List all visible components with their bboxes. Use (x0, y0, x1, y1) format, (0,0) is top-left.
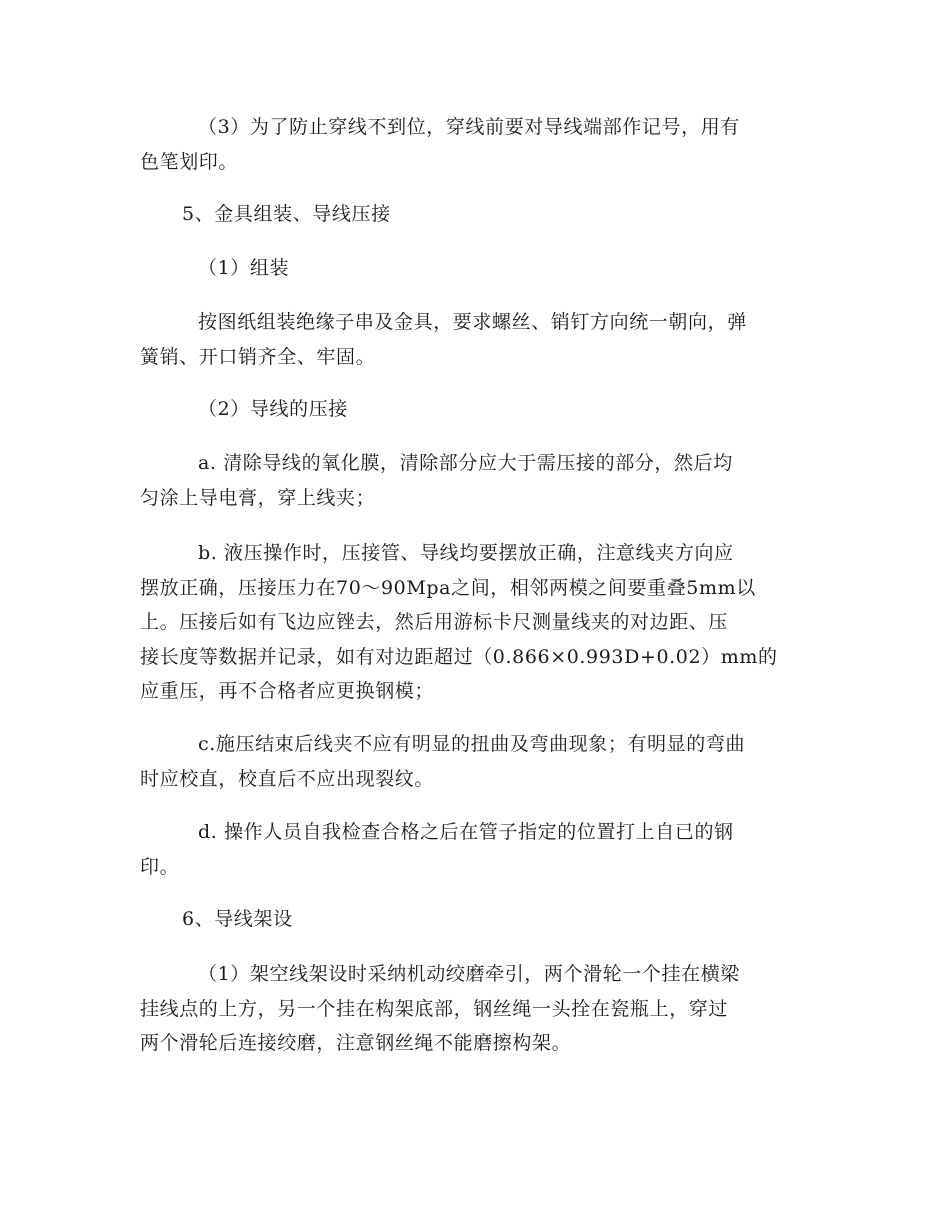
text-line: 上。压接后如有飞边应锉去，然后用游标卡尺测量线夹的对边距、压 (140, 611, 729, 633)
text-line: 簧销、开口销齐全、牢固。 (140, 345, 376, 368)
text-line: d. 操作人员自我检查合格之后在管子指定的位置打上自已的钢 (198, 821, 734, 843)
text-line: 接长度等数据并记录，如有对边距超过（0.866×0.993D+0.02）mm的 (140, 645, 778, 668)
text-line: （1）架空线架设时采纳机动绞磨牵引，两个滑轮一个挂在横梁 (198, 963, 740, 985)
subheading-assembly (140, 251, 808, 286)
subheading-compression (140, 392, 808, 427)
text-line: b. 液压操作时，压接管、导线均要摆放正确，注意线夹方向应 (198, 542, 734, 564)
paragraph-wire-marking (140, 110, 808, 179)
text-line: 印。 (140, 855, 180, 878)
text-line: 两个滑轮后连接绞磨，注意钢丝绳不能磨擦构架。 (140, 1032, 572, 1054)
paragraph-step-d (140, 815, 808, 884)
heading-text: （2）导线的压接 (198, 398, 348, 420)
paragraph-stringing (140, 957, 808, 1061)
text-line: 挂线点的上方，另一个挂在构架底部，钢丝绳一头拴在瓷瓶上，穿过 (140, 997, 729, 1020)
paragraph-step-b (140, 536, 808, 709)
text-line: 按图纸组装绝缘子串及金具，要求螺丝、销钉方向统一朝向，弹 (198, 311, 747, 333)
text-line: a. 清除导线的氧化膜，清除部分应大于需压接的部分，然后均 (198, 452, 733, 474)
heading-text: （1）组装 (198, 257, 290, 279)
text-line: 匀涂上导电膏，穿上线夹； (140, 486, 376, 509)
text-line: （3）为了防止穿线不到位，穿线前要对导线端部作记号，用有 (198, 116, 740, 138)
paragraph-step-a (140, 446, 808, 515)
text-line: 摆放正确，压接压力在70～90Mpa之间，相邻两模之间要重叠5mm以 (140, 576, 756, 599)
heading-text: 5、金具组装、导线压接 (182, 203, 391, 225)
text-line: 应重压，再不合格者应更换钢模； (140, 680, 435, 702)
section-heading-stringing (140, 902, 808, 937)
text-line: 色笔划印。 (140, 150, 239, 173)
section-heading-fittings (140, 197, 808, 232)
text-line: c.施压结束后线夹不应有明显的扭曲及弯曲现象；有明显的弯曲 (198, 733, 746, 755)
heading-text: 6、导线架设 (182, 908, 293, 930)
paragraph-step-c (140, 727, 808, 796)
paragraph-assembly (140, 305, 808, 374)
text-line: 时应校直，校直后不应出现裂纹。 (140, 767, 435, 790)
